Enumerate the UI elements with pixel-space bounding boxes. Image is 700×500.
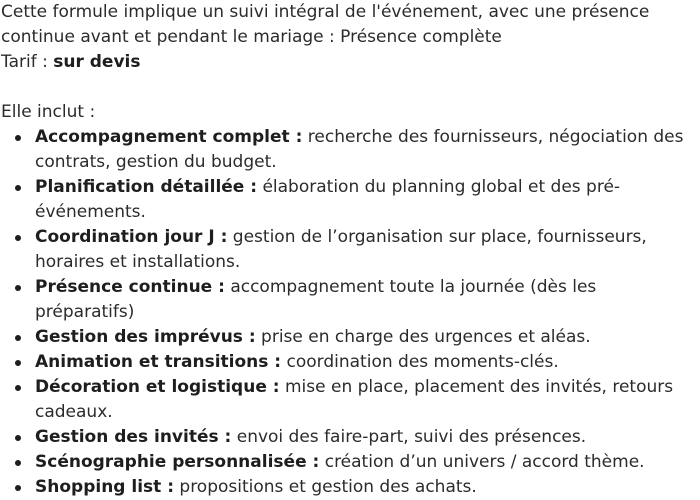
list-item [35,350,700,375]
item-title: Scénographie personnalisée : [35,452,320,472]
tarif-value: sur devis [53,52,141,72]
item-title: Planification détaillée : [35,177,258,197]
list-item [35,275,700,325]
item-text: prise en charge des urgences et aléas. [255,327,591,347]
item-text: recherche des fournisseurs, négociation des contrats, gestion du budget. [35,127,684,172]
item-text: élaboration du planning global et des pré-événements. [35,177,621,222]
spacer [1,75,700,100]
item-title: Coordination jour J : [35,227,228,247]
intro-paragraph [1,0,700,75]
list-item [35,375,700,425]
list-item [35,325,700,350]
item-title: Animation et transitions : [35,352,282,372]
item-text: accompagnement toute la journée (dès les préparatifs) [35,277,597,322]
list-item [35,475,700,500]
item-title: Shopping list : [35,477,174,497]
item-text: gestion de l’organisation sur place, fournisseurs, horaires et installations. [35,227,647,272]
list-item [35,225,700,275]
item-text: création d’un univers / accord thème. [319,452,645,472]
list-item [35,125,700,175]
list-item [35,450,700,475]
item-text: mise en place, placement des invités, retours cadeaux. [35,377,674,422]
list-item [35,425,700,450]
features-list [1,125,700,500]
item-title: Accompagnement complet : [35,127,303,147]
item-text: envoi des faire-part, suivi des présences. [231,427,587,447]
list-item [35,175,700,225]
tarif-label: Tarif : [1,52,54,72]
item-text: coordination des moments-clés. [281,352,559,372]
item-text: propositions et gestion des achats. [174,477,477,497]
intro-text: Cette formule implique un suivi intégral de l'événement, avec une présence continue avant et pendant le mariage : Présence complète [1,2,650,47]
includes-label: Elle inclut : [1,102,96,122]
item-title: Décoration et logistique : [35,377,280,397]
item-title: Présence continue : [35,277,225,297]
item-title: Gestion des imprévus : [35,327,256,347]
item-title: Gestion des invités : [35,427,232,447]
